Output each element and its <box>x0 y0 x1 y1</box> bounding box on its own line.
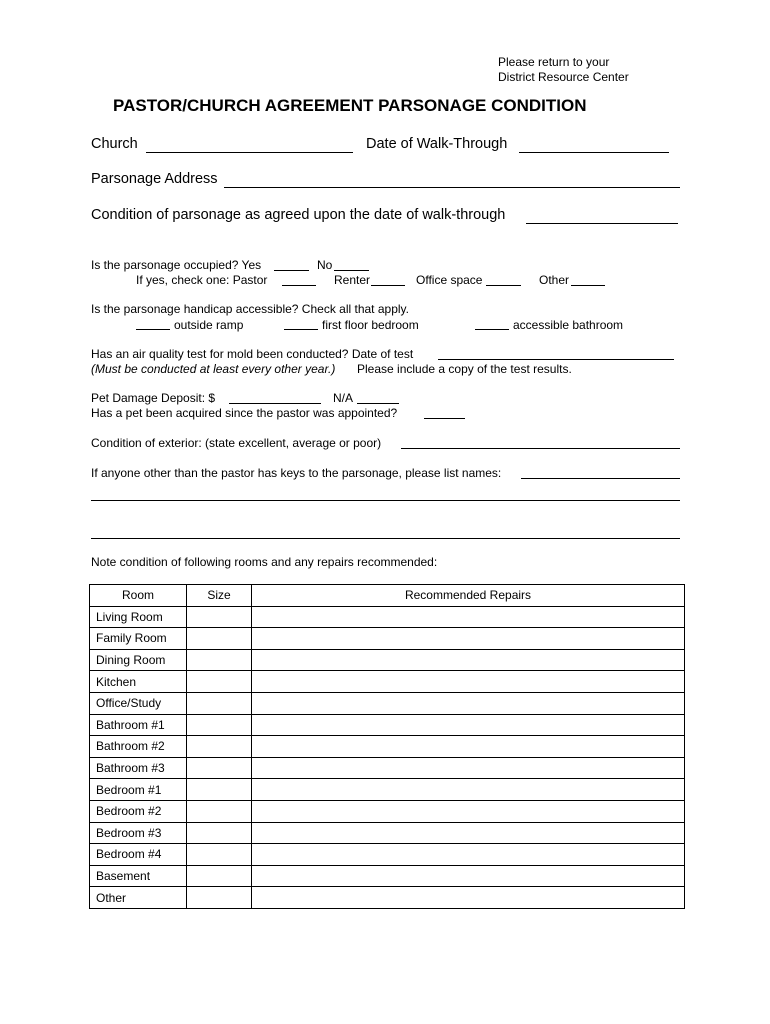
keys-field-3[interactable] <box>91 538 680 539</box>
mold-note: (Must be conducted at least every other year.) <box>91 362 336 376</box>
office-space-label: Office space <box>416 273 483 287</box>
address-label: Parsonage Address <box>91 171 218 187</box>
room-repairs-cell[interactable] <box>252 822 685 844</box>
table-row <box>90 714 685 736</box>
table-row <box>90 757 685 779</box>
occupied-yes-field[interactable] <box>274 270 309 271</box>
table-row <box>90 692 685 714</box>
room-size-cell[interactable] <box>187 649 252 671</box>
keys-field-2[interactable] <box>91 500 680 501</box>
room-name-cell: Bedroom #3 <box>90 822 187 844</box>
condition-field[interactable] <box>526 223 678 224</box>
bathroom-label: accessible bathroom <box>513 318 624 332</box>
room-repairs-cell[interactable] <box>252 844 685 866</box>
room-size-cell[interactable] <box>187 865 252 887</box>
keys-label: If anyone other than the pastor has keys to the parsonage, please list names: <box>91 466 502 480</box>
mold-copy-note: Please include a copy of the test results. <box>357 362 572 376</box>
return-note-line1: Please return to your <box>498 55 610 69</box>
room-name-cell: Bathroom #3 <box>90 757 187 779</box>
room-repairs-cell[interactable] <box>252 671 685 693</box>
pastor-field[interactable] <box>282 285 316 286</box>
pet-acquired-question: Has a pet been acquired since the pastor was appointed? <box>91 406 398 420</box>
table-row <box>90 671 685 693</box>
room-repairs-cell[interactable] <box>252 800 685 822</box>
room-size-cell[interactable] <box>187 736 252 758</box>
table-row <box>90 628 685 650</box>
room-repairs-cell[interactable] <box>252 714 685 736</box>
mold-date-field[interactable] <box>438 359 674 360</box>
room-name-cell: Other <box>90 887 187 909</box>
ramp-label: outside ramp <box>174 318 244 332</box>
bathroom-field[interactable] <box>475 329 509 330</box>
header-repairs: Recommended Repairs <box>252 585 685 607</box>
table-row <box>90 865 685 887</box>
room-size-cell[interactable] <box>187 844 252 866</box>
room-repairs-cell[interactable] <box>252 736 685 758</box>
table-row <box>90 800 685 822</box>
room-size-cell[interactable] <box>187 800 252 822</box>
room-size-cell[interactable] <box>187 757 252 779</box>
room-repairs-cell[interactable] <box>252 628 685 650</box>
rooms-intro: Note condition of following rooms and any repairs recommended: <box>91 555 438 569</box>
bedroom-label: first floor bedroom <box>322 318 419 332</box>
room-repairs-cell[interactable] <box>252 649 685 671</box>
pet-deposit-field[interactable] <box>229 403 321 404</box>
office-space-field[interactable] <box>486 285 521 286</box>
renter-field[interactable] <box>371 285 405 286</box>
condition-label: Condition of parsonage as agreed upon the date of walk-through <box>91 207 506 223</box>
check-one-pastor-label: If yes, check one: Pastor <box>136 273 268 287</box>
table-header-row <box>90 585 685 607</box>
room-size-cell[interactable] <box>187 606 252 628</box>
room-repairs-cell[interactable] <box>252 779 685 801</box>
room-name-cell: Bathroom #1 <box>90 714 187 736</box>
room-repairs-cell[interactable] <box>252 606 685 628</box>
room-size-cell[interactable] <box>187 671 252 693</box>
table-row <box>90 887 685 909</box>
keys-field-1[interactable] <box>521 478 680 479</box>
room-repairs-cell[interactable] <box>252 887 685 909</box>
other-label: Other <box>539 273 570 287</box>
room-repairs-cell[interactable] <box>252 757 685 779</box>
table-row <box>90 822 685 844</box>
address-field[interactable] <box>224 187 680 188</box>
bedroom-field[interactable] <box>284 329 318 330</box>
occupied-no-label: No <box>317 258 333 272</box>
room-name-cell: Office/Study <box>90 692 187 714</box>
page-title: PASTOR/CHURCH AGREEMENT PARSONAGE CONDITION <box>113 96 587 115</box>
room-name-cell: Kitchen <box>90 671 187 693</box>
room-size-cell[interactable] <box>187 628 252 650</box>
header-room: Room <box>90 585 187 607</box>
room-size-cell[interactable] <box>187 779 252 801</box>
occupied-no-field[interactable] <box>334 270 369 271</box>
exterior-label: Condition of exterior: (state excellent, average or poor) <box>91 436 382 450</box>
table-row <box>90 736 685 758</box>
pet-na-label: N/A <box>333 391 354 405</box>
header-size: Size <box>187 585 252 607</box>
room-name-cell: Bedroom #2 <box>90 800 187 822</box>
rooms-table <box>89 584 685 909</box>
table-row <box>90 649 685 671</box>
pet-na-field[interactable] <box>357 403 399 404</box>
room-name-cell: Bedroom #1 <box>90 779 187 801</box>
room-name-cell: Bathroom #2 <box>90 736 187 758</box>
room-repairs-cell[interactable] <box>252 865 685 887</box>
other-field[interactable] <box>571 285 605 286</box>
room-name-cell: Bedroom #4 <box>90 844 187 866</box>
room-size-cell[interactable] <box>187 822 252 844</box>
church-field[interactable] <box>146 152 353 153</box>
pet-acquired-field[interactable] <box>424 418 465 419</box>
room-repairs-cell[interactable] <box>252 692 685 714</box>
occupied-question: Is the parsonage occupied? Yes <box>91 258 262 272</box>
room-name-cell: Basement <box>90 865 187 887</box>
mold-question: Has an air quality test for mold been conducted? Date of test <box>91 347 414 361</box>
table-row <box>90 779 685 801</box>
renter-label: Renter <box>334 273 371 287</box>
walkthrough-label: Date of Walk-Through <box>366 136 508 152</box>
walkthrough-date-field[interactable] <box>519 152 669 153</box>
return-note-line2: District Resource Center <box>498 70 629 84</box>
room-name-cell: Dining Room <box>90 649 187 671</box>
room-name-cell: Living Room <box>90 606 187 628</box>
handicap-question: Is the parsonage handicap accessible? Check all that apply. <box>91 302 409 316</box>
table-row <box>90 606 685 628</box>
ramp-field[interactable] <box>136 329 170 330</box>
room-size-cell[interactable] <box>187 887 252 909</box>
room-size-cell[interactable] <box>187 714 252 736</box>
room-size-cell[interactable] <box>187 692 252 714</box>
exterior-field[interactable] <box>401 448 680 449</box>
church-label: Church <box>91 136 138 152</box>
room-name-cell: Family Room <box>90 628 187 650</box>
table-row <box>90 844 685 866</box>
pet-deposit-label: Pet Damage Deposit: $ <box>91 391 216 405</box>
